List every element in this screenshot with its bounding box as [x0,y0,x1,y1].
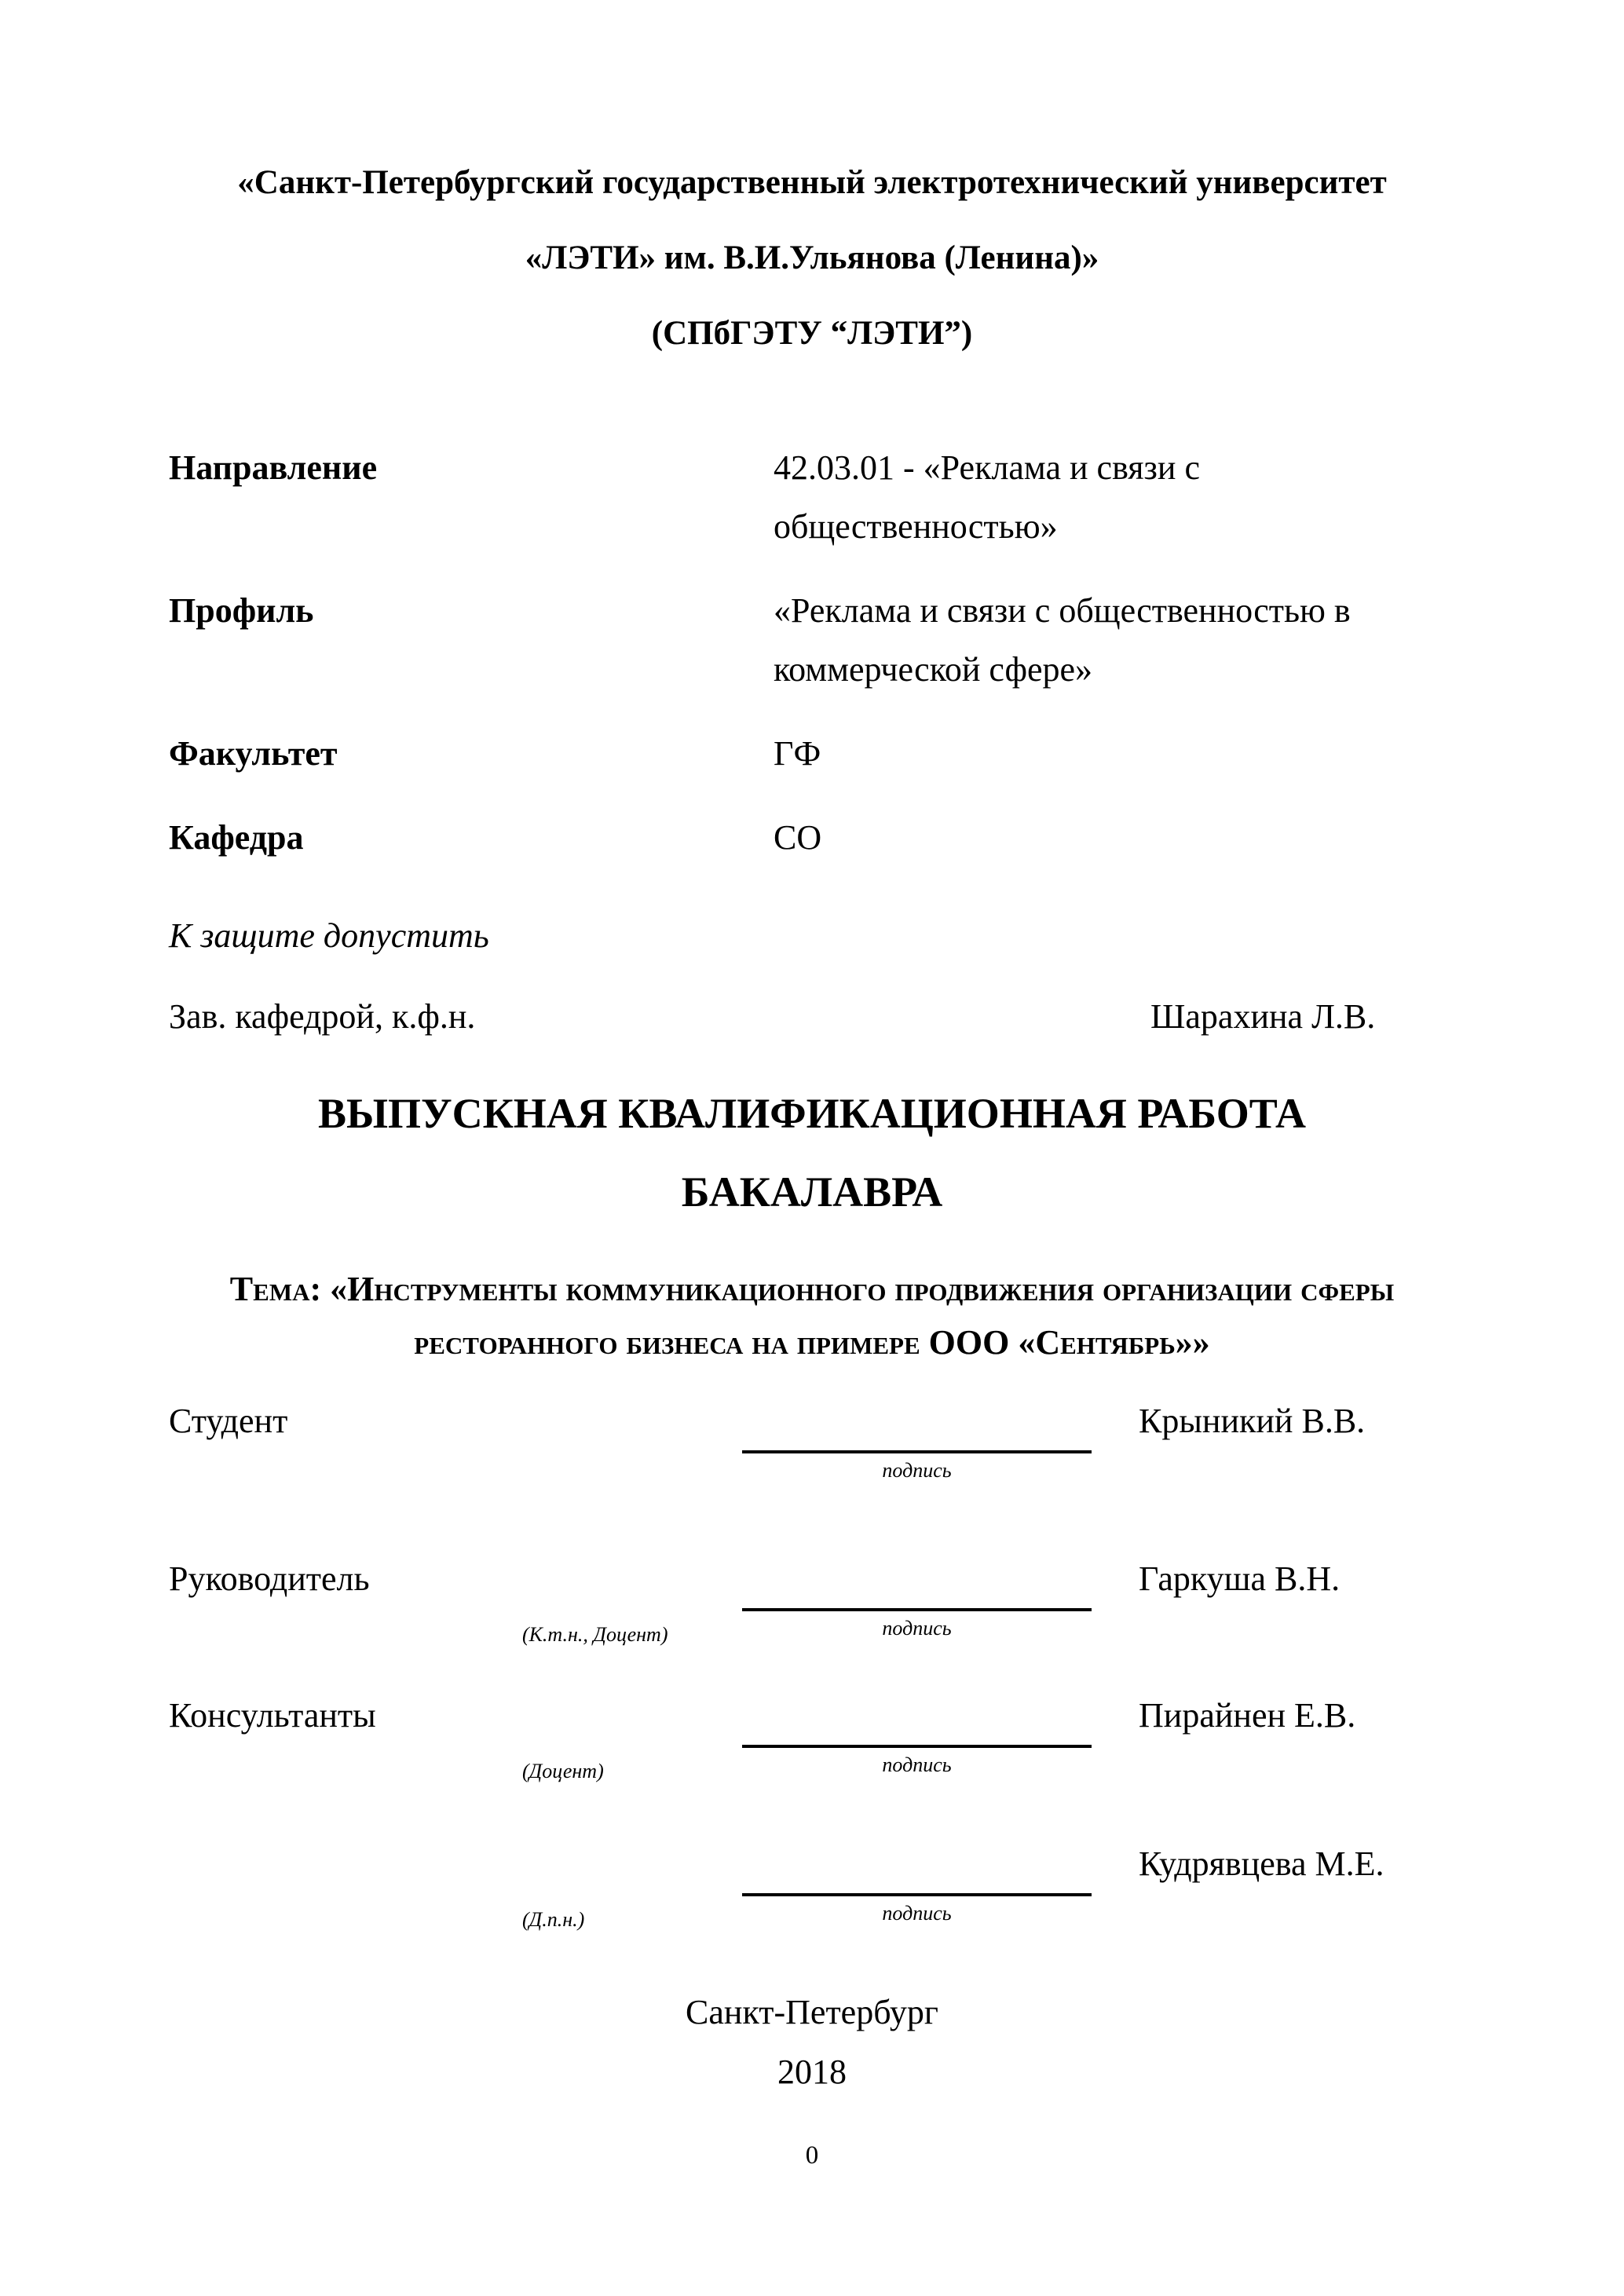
signature-name: Кудрявцева М.Е. [1139,1844,1384,1883]
field-row-faculty [169,724,1455,783]
head-of-department-name: Шарахина Л.В. [1150,997,1376,1036]
university-abbreviation: (СПбГЭТУ “ЛЭТИ”) [651,315,973,352]
university-name-line-2: «ЛЭТИ» им. В.И.Ульянова (Ленина)» [525,239,1099,276]
signature-role-label: Консультанты [169,1696,376,1735]
field-value-direction: 42.03.01 - «Реклама и связи с общественностью» [774,448,1200,546]
field-row-department [169,808,1455,867]
university-name-line-1: «Санкт-Петербургский государственный электротехнический университет [237,164,1387,201]
signatures-section [169,1391,1455,1936]
field-label-direction: Направление [169,448,378,487]
signature-line-block [742,1450,1092,1486]
signature-qualification [499,1450,742,1486]
signature-row-supervisor [169,1549,1455,1651]
signature-qualification: (Доцент) [522,1760,604,1782]
field-value-department: СО [774,818,822,857]
field-label-profile: Профиль [169,591,314,630]
signature-name: Крыникий В.В. [1139,1402,1366,1440]
signature-row-student [169,1391,1455,1486]
signature-line-block [742,1608,1092,1651]
field-row-profile [169,581,1455,699]
signature-row-consultant-1 [169,1686,1455,1787]
thesis-title: ВЫПУСКНАЯ КВАЛИФИКАЦИОННАЯ РАБОТА БАКАЛАВРА [317,1090,1307,1216]
signature-role-label [169,1834,499,1893]
signature-caption: подпись [882,1753,952,1776]
signature-line [742,1745,1092,1748]
head-of-department-position: Зав. кафедрой, к.ф.н. [169,997,476,1036]
signature-qualification: (К.т.н., Доцент) [522,1623,668,1646]
field-label-faculty: Факультет [169,734,338,773]
signature-role-label: Руководитель [169,1559,370,1598]
signature-caption: подпись [882,1617,952,1640]
signature-qualification: (Д.п.н.) [522,1908,585,1931]
signature-row-consultant-2 [169,1834,1455,1936]
signature-line-block [742,1745,1092,1787]
signature-name: Гаркуша В.Н. [1139,1559,1341,1598]
thesis-theme: Тема: «Инструменты коммуникационного продвижения организации сферы ресторанного бизнеса на примере ООО «Сентябрь»» [229,1270,1395,1362]
field-value-faculty: ГФ [774,734,821,773]
signature-caption: подпись [882,1902,952,1925]
signature-name: Пирайнен Е.В. [1139,1696,1356,1735]
field-value-profile: «Реклама и связи с общественностью в коммерческой сфере» [774,591,1351,689]
footer-year: 2018 [777,2053,847,2091]
signature-caption: подпись [882,1459,952,1482]
head-of-department-row [169,987,1455,1046]
signature-line-block [742,1893,1092,1936]
program-fields [169,438,1455,867]
admission-note: К защите допустить [169,916,489,955]
university-header [169,145,1455,371]
signature-line [742,1608,1092,1611]
page-number: 0 [805,2141,819,2170]
signature-line [742,1893,1092,1896]
signature-role-label: Студент [169,1402,288,1440]
signature-line [742,1450,1092,1453]
footer-city: Санкт-Петербург [686,1993,938,2031]
field-row-direction [169,438,1455,556]
field-label-department: Кафедра [169,818,304,857]
